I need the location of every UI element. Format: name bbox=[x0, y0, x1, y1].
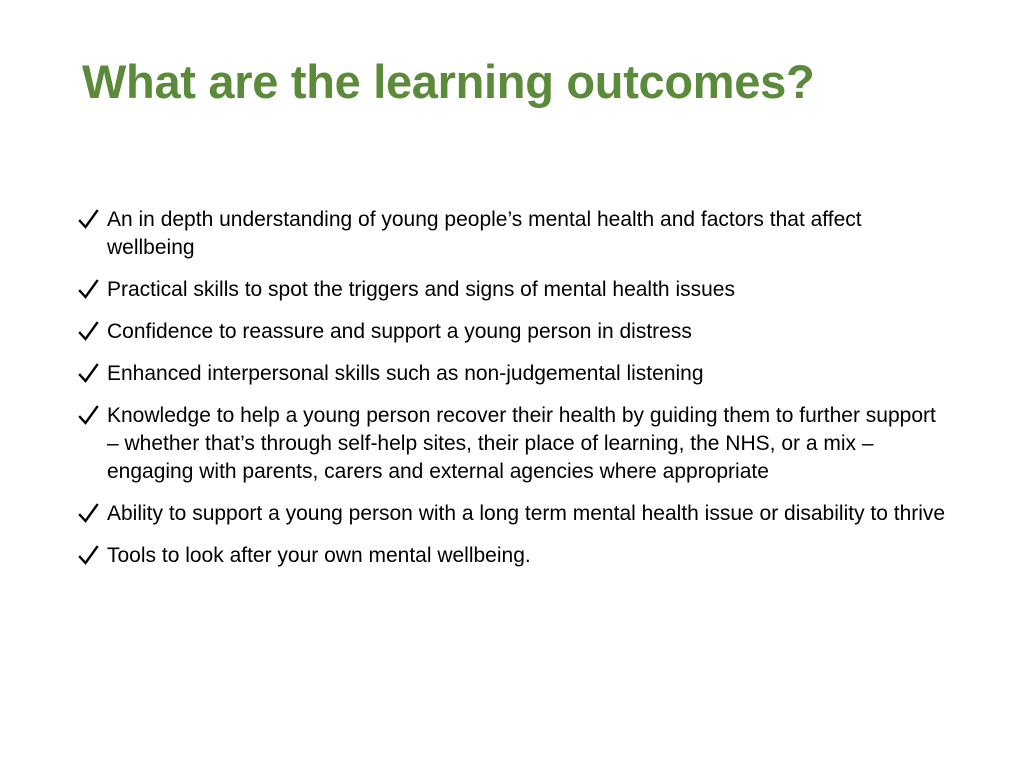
list-item bbox=[78, 276, 948, 304]
checkmark-icon bbox=[78, 360, 100, 388]
list-item bbox=[78, 500, 948, 528]
slide-title: What are the learning outcomes? bbox=[82, 55, 815, 108]
list-item-text: Practical skills to spot the triggers and signs of mental health issues bbox=[107, 278, 735, 301]
learning-outcomes-list bbox=[78, 206, 948, 584]
checkmark-icon bbox=[78, 542, 100, 570]
checkmark-icon bbox=[78, 206, 100, 234]
checkmark-icon bbox=[78, 500, 100, 528]
checkmark-icon bbox=[78, 318, 100, 346]
list-item bbox=[78, 360, 948, 388]
list-item-text: An in depth understanding of young people’s mental health and factors that affect wellbeing bbox=[107, 208, 862, 259]
list-item-text: Confidence to reassure and support a young person in distress bbox=[107, 320, 692, 343]
list-item bbox=[78, 318, 948, 346]
list-item-text: Enhanced interpersonal skills such as non-judgemental listening bbox=[107, 362, 704, 385]
list-item bbox=[78, 402, 948, 486]
list-item bbox=[78, 206, 948, 262]
list-item bbox=[78, 542, 948, 570]
list-item-text: Tools to look after your own mental wellbeing. bbox=[107, 544, 531, 567]
list-item-text: Knowledge to help a young person recover their health by guiding them to further support – whether that’s through self-help sites, their place of learning, the NHS, or a mix – engaging with parents, carers and external agencies where appropriate bbox=[107, 404, 936, 483]
checkmark-icon bbox=[78, 276, 100, 304]
list-item-text: Ability to support a young person with a long term mental health issue or disability to thrive bbox=[107, 502, 946, 525]
checkmark-icon bbox=[78, 402, 100, 430]
